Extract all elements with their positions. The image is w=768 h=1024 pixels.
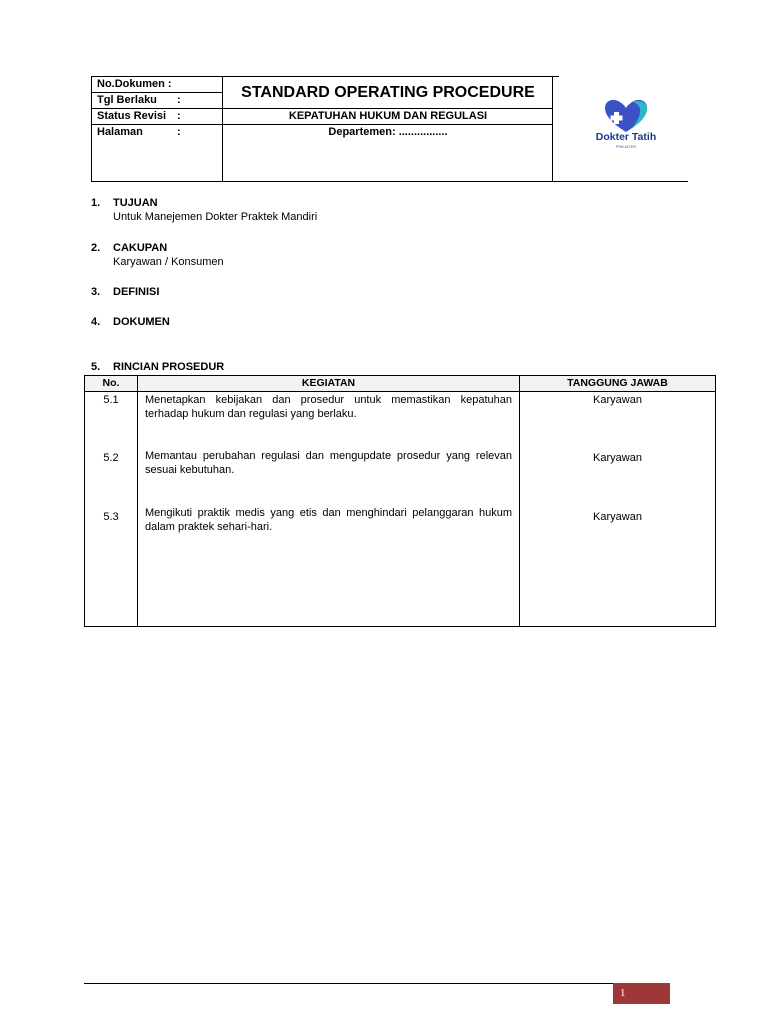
label-no-dokumen: No.Dokumen :	[97, 78, 172, 90]
company-logo	[591, 98, 671, 158]
department-field: Departemen: ................	[328, 126, 448, 138]
table-row-no: 5.2	[103, 452, 119, 464]
section-rincian-prosedur: 5. RINCIAN PROSEDUR	[91, 361, 225, 373]
section-body: Untuk Manejemen Dokter Praktek Mandiri	[113, 211, 318, 223]
section-title: RINCIAN PROSEDUR	[113, 361, 225, 373]
table-row-responsible: Karyawan	[593, 452, 642, 464]
column-header-kegiatan: KEGIATAN	[301, 377, 356, 389]
document-header	[91, 76, 688, 182]
logo-tagline: PSIKIATER	[615, 144, 637, 149]
section-body: Karyawan / Konsumen	[113, 256, 224, 268]
section-title: DOKUMEN	[113, 316, 170, 328]
section-definisi: 3. DEFINISI	[91, 286, 160, 298]
table-row-activity: Memantau perubahan regulasi dan mengupdate prosedur yang relevan sesuai kebutuhan.	[145, 450, 512, 476]
logo-brand-name: Dokter Tatih	[595, 131, 657, 143]
section-title: CAKUPAN	[113, 242, 168, 254]
section-tujuan: 1. TUJUAN Untuk Manejemen Dokter Praktek Mandiri	[91, 197, 318, 223]
table-row-activity: Menetapkan kebijakan dan prosedur untuk memastikan kepatuhan terhadap hukum dan regulasi yang berlaku.	[145, 394, 512, 420]
page-number: 1	[620, 987, 626, 999]
column-header-no: No.	[102, 377, 120, 389]
document-title: STANDARD OPERATING PROCEDURE	[241, 84, 535, 101]
section-cakupan: 2. CAKUPAN Karyawan / Konsumen	[91, 242, 224, 268]
table-row-no: 5.3	[103, 511, 119, 523]
table-row-responsible: Karyawan	[593, 511, 642, 523]
label-halaman: Halaman :	[97, 126, 181, 138]
label-tgl-berlaku: Tgl Berlaku :	[97, 94, 181, 106]
section-dokumen: 4. DOKUMEN	[91, 316, 170, 328]
procedure-table	[84, 375, 716, 627]
table-row-activity: Mengikuti praktik medis yang etis dan menghindari pelanggaran hukum dalam praktek sehari-hari.	[145, 507, 512, 533]
label-status-revisi: Status Revisi :	[97, 110, 181, 122]
table-row-no: 5.1	[103, 394, 119, 406]
heart-cross-icon	[591, 98, 661, 134]
section-title: DEFINISI	[113, 286, 160, 298]
footer-divider	[84, 983, 670, 984]
page-number-badge	[613, 983, 670, 1004]
column-header-tanggung-jawab: TANGGUNG JAWAB	[567, 377, 668, 389]
section-title: TUJUAN	[113, 197, 158, 209]
document-subtitle: KEPATUHAN HUKUM DAN REGULASI	[288, 110, 488, 122]
table-row-responsible: Karyawan	[593, 394, 642, 406]
